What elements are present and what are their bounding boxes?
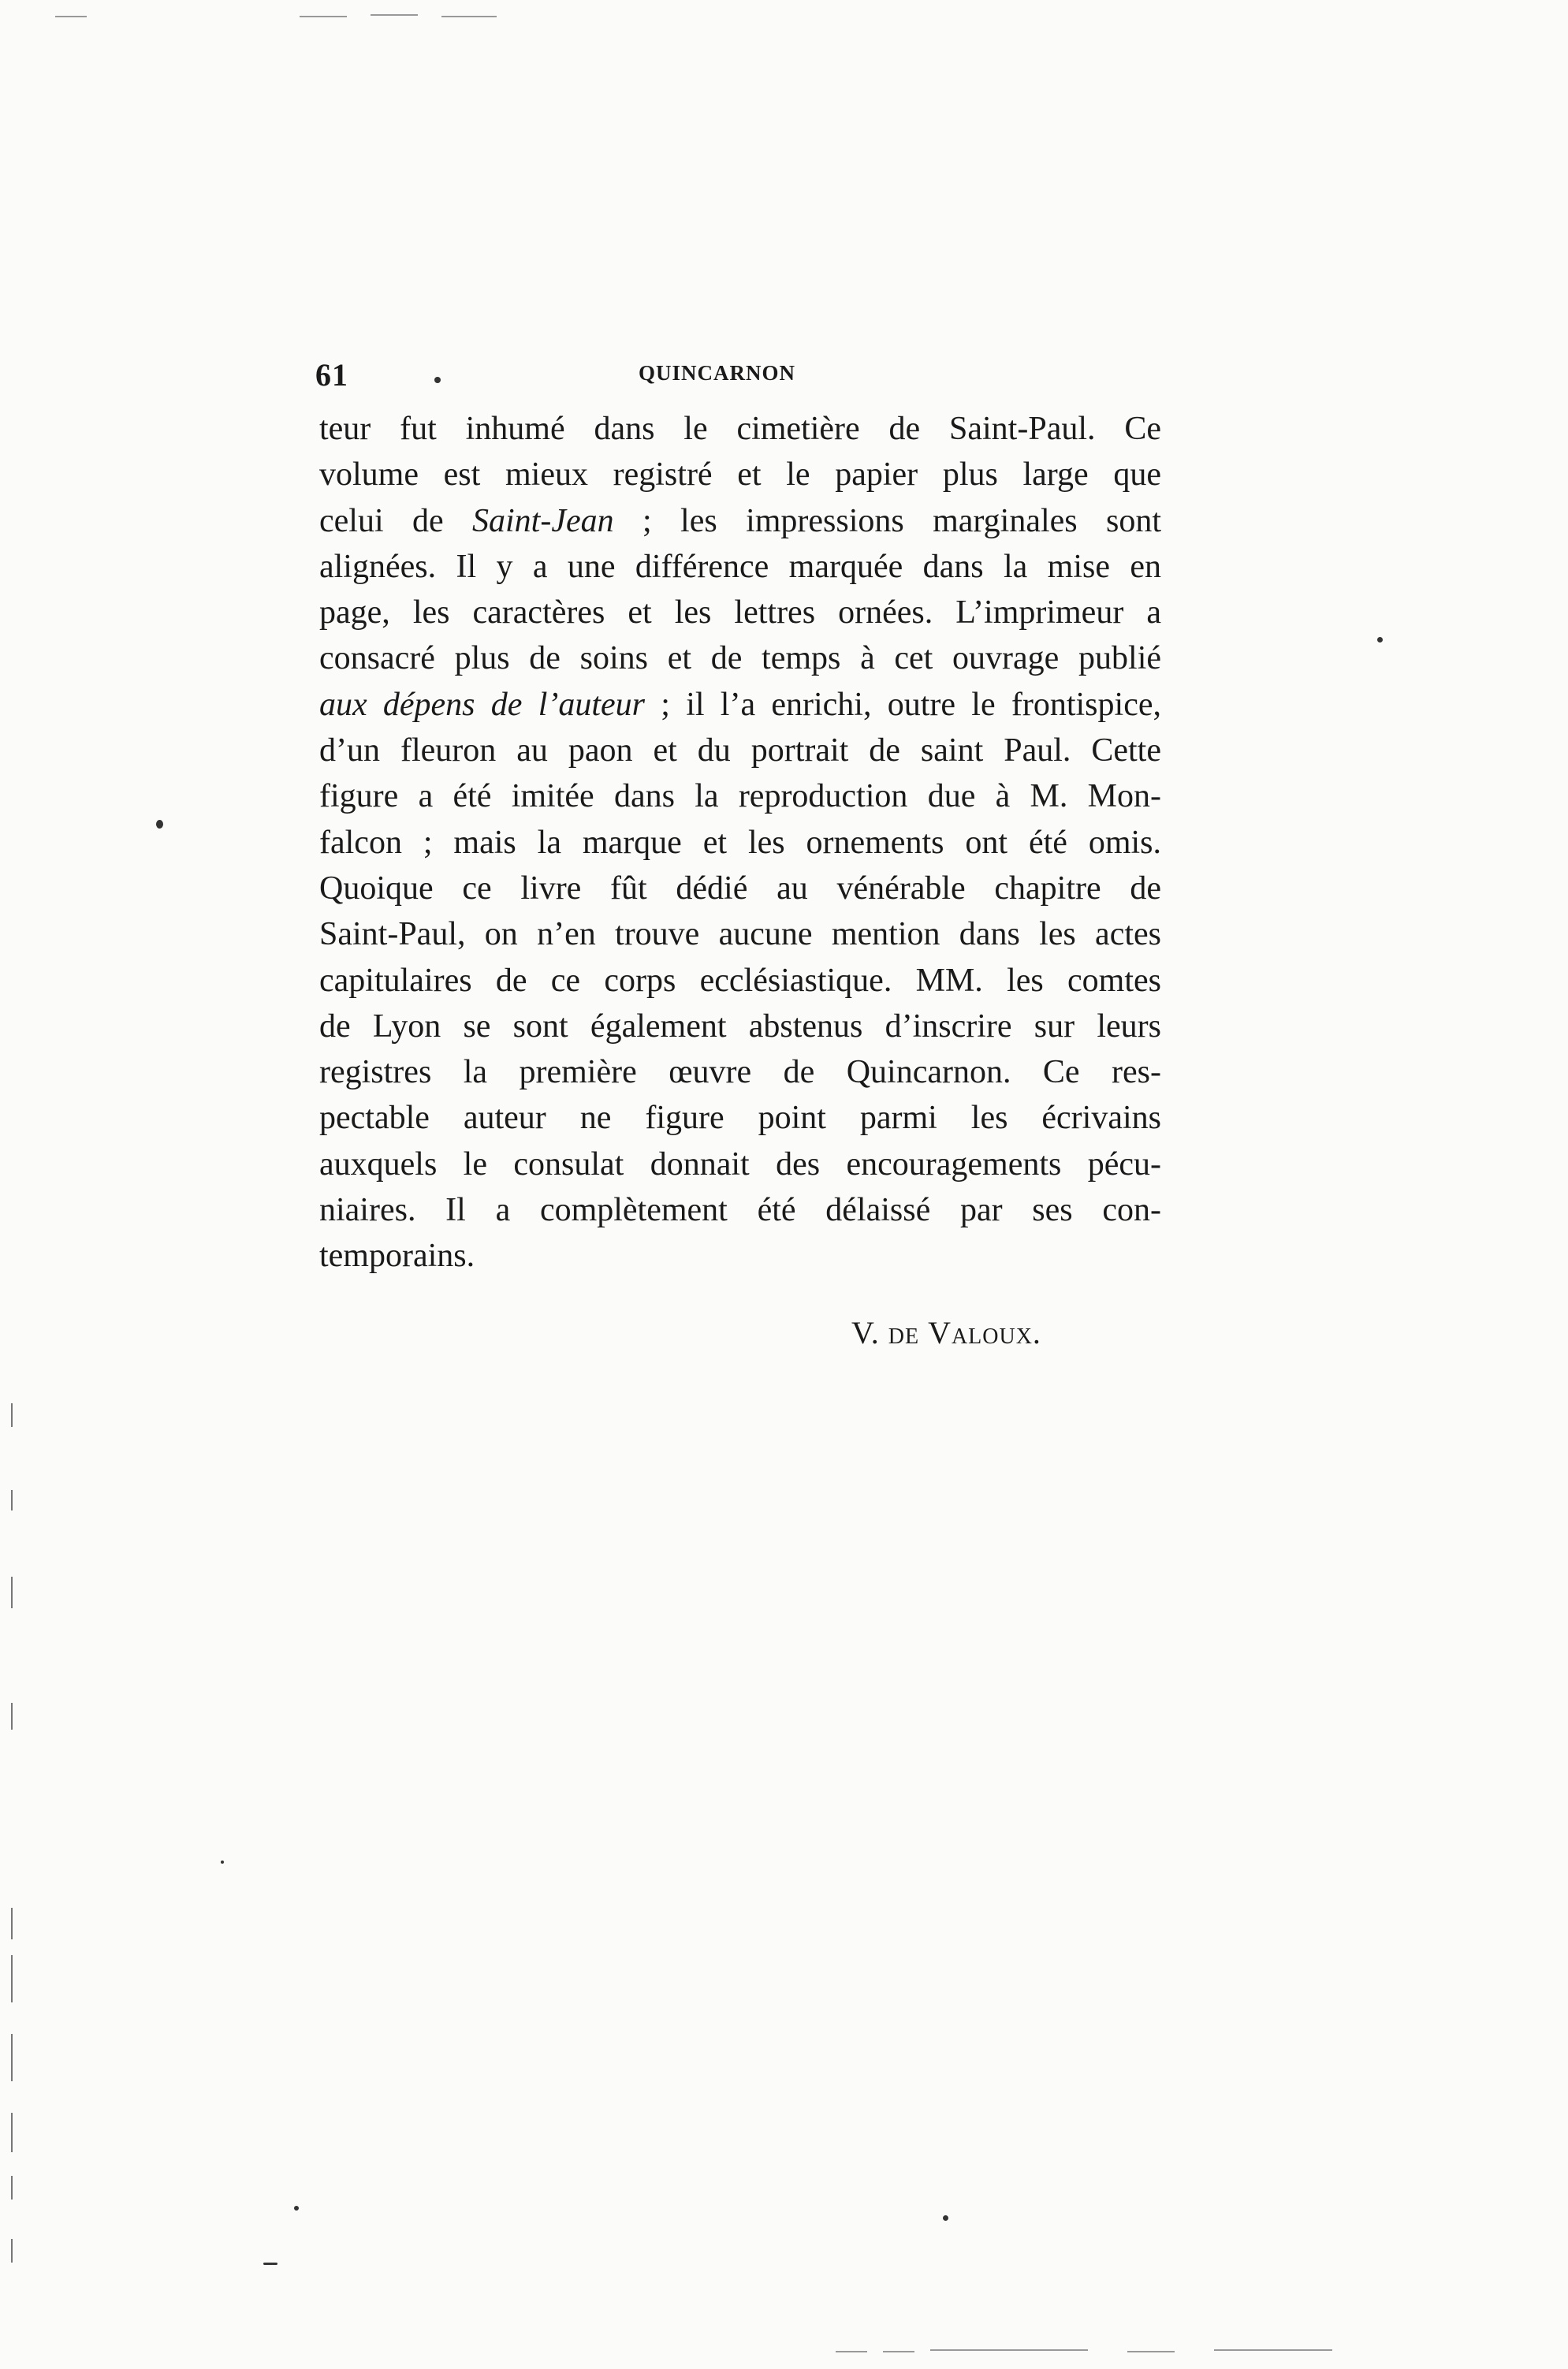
left-margin-artifact	[11, 2113, 13, 2152]
ink-speck	[221, 1861, 224, 1864]
signature-name: Valoux.	[928, 1315, 1041, 1350]
text-line	[319, 498, 1161, 544]
bottom-edge-artifact	[1127, 2351, 1175, 2352]
text-fragment: ; les impressions marginales sont	[613, 502, 1161, 539]
text-line: volume est mieux registré et le papier plus large que	[319, 456, 1161, 494]
running-title: QUINCARNON	[639, 361, 795, 385]
text-line: teur fut inhumé dans le cimetière de Saint-Paul. Ce	[319, 411, 1161, 447]
text-line: temporains.	[319, 1238, 475, 1275]
bottom-edge-artifact	[930, 2349, 1088, 2351]
running-head	[315, 356, 1143, 394]
author-signature	[851, 1314, 1041, 1351]
page-number: 61	[315, 357, 348, 393]
left-margin-artifact	[11, 2239, 13, 2263]
left-margin-artifact	[11, 1908, 13, 1939]
left-margin-artifact	[11, 1703, 13, 1730]
text-fragment: ; il l’a enrichi, outre le frontispice,	[645, 686, 1161, 723]
text-line: de Lyon se sont également abstenus d’inscrire sur leurs	[319, 1008, 1161, 1045]
top-edge-artifact	[441, 16, 497, 17]
signature-particle: de	[888, 1315, 920, 1350]
ink-speck	[1377, 637, 1383, 643]
ink-speck	[263, 2263, 277, 2265]
text-line: Saint-Paul, on n’en trouve aucune mention dans les actes	[319, 916, 1161, 953]
left-margin-artifact	[11, 1955, 13, 2002]
left-margin-artifact	[11, 2176, 13, 2200]
top-edge-artifact	[371, 14, 418, 16]
ink-speck	[156, 820, 163, 829]
text-line: figure a été imitée dans la reproduction due à M. Mon-	[319, 778, 1161, 815]
signature-initial: V.	[851, 1315, 880, 1350]
text-line: d’un fleuron au paon et du portrait de saint Paul. Cette	[319, 732, 1161, 769]
text-line: page, les caractères et les lettres ornées. L’imprimeur a	[319, 594, 1161, 631]
text-line: registres la première œuvre de Quincarnon. Ce res-	[319, 1054, 1161, 1091]
bottom-edge-artifact	[883, 2351, 914, 2352]
body-paragraph	[319, 406, 1161, 1279]
text-line: niaires. Il a complètement été délaissé par ses con-	[319, 1192, 1161, 1229]
left-margin-artifact	[11, 1403, 13, 1427]
top-edge-artifact	[300, 16, 347, 17]
top-edge-artifact	[55, 16, 87, 17]
text-line: pectable auteur ne figure point parmi les écrivains	[319, 1100, 1161, 1137]
ink-speck	[434, 377, 441, 383]
text-fragment: celui de	[319, 502, 473, 539]
ink-speck	[943, 2215, 948, 2221]
ink-speck	[294, 2206, 299, 2211]
left-margin-artifact	[11, 2034, 13, 2081]
bottom-edge-artifact	[836, 2351, 867, 2352]
italic-title-saint-jean: Saint-Jean	[472, 502, 614, 539]
text-line	[319, 682, 1161, 728]
text-line: consacré plus de soins et de temps à cet ouvrage publié	[319, 640, 1161, 677]
bottom-edge-artifact	[1214, 2349, 1332, 2351]
text-line: Quoique ce livre fût dédié au vénérable chapitre de	[319, 870, 1161, 907]
italic-phrase-aux-depens: aux dépens de l’auteur	[319, 686, 646, 723]
text-line: auxquels le consulat donnait des encouragements pécu-	[319, 1145, 1161, 1183]
left-margin-artifact	[11, 1577, 13, 1608]
text-line: alignées. Il y a une différence marquée dans la mise en	[319, 548, 1161, 585]
text-line: capitulaires de ce corps ecclésiastique. MM. les comtes	[319, 962, 1161, 999]
text-line: falcon ; mais la marque et les ornements ont été omis.	[319, 824, 1161, 861]
left-margin-artifact	[11, 1490, 13, 1510]
